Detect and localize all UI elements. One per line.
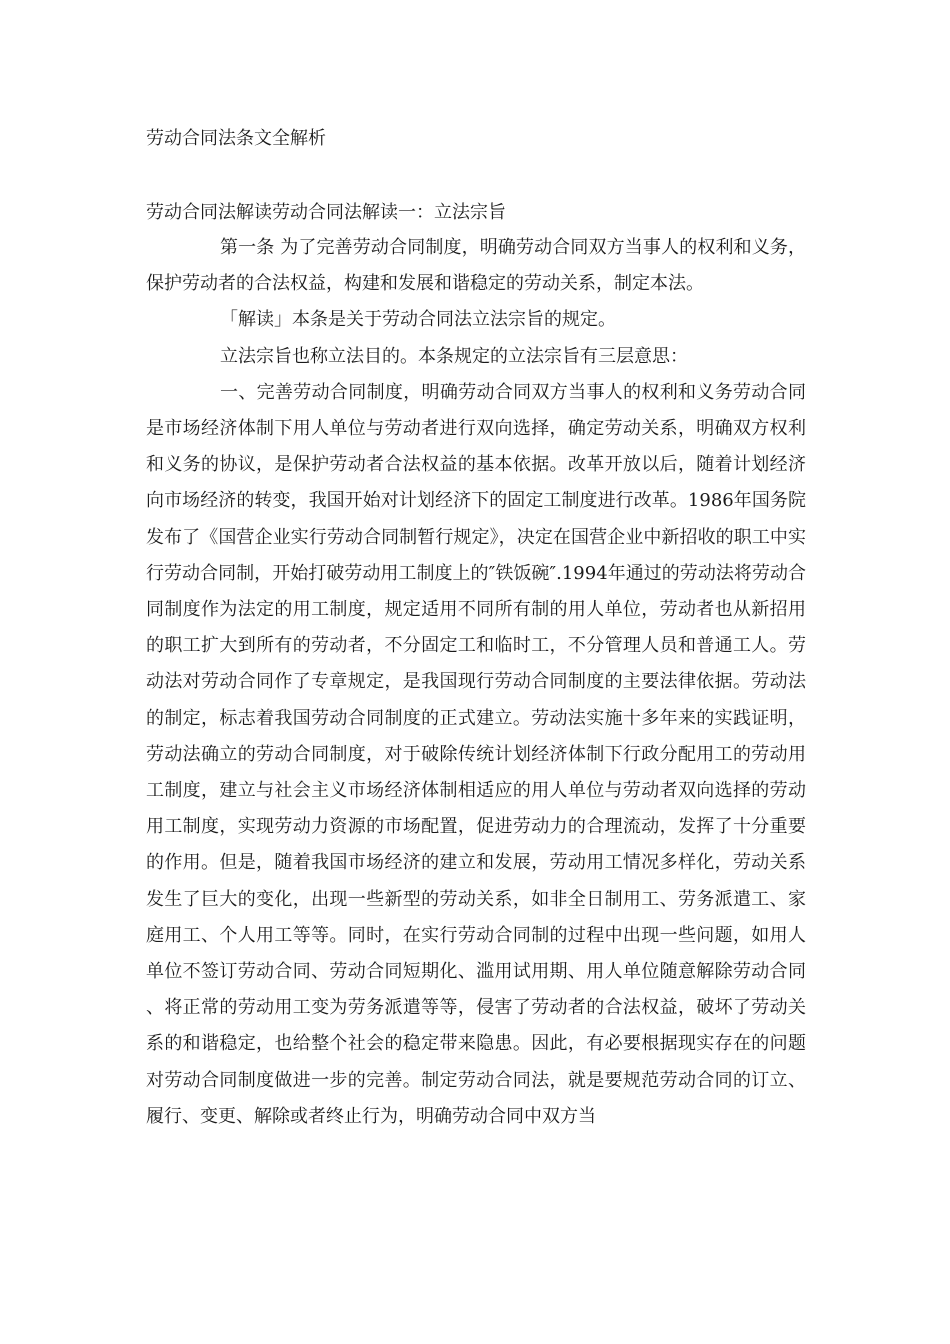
paragraph-interpretation: 「解读」本条是关于劳动合同法立法宗旨的规定。 (220, 309, 616, 331)
paragraph-point-one: 一、完善劳动合同制度，明确劳动合同双方当事人的权利和义务劳动合同是市场经济体制下用人单位与劳动者进行双向选择，确定劳动关系，明确双方权利和义务的协议，是保护劳动者合法权益的基本依据。改革开放以后，随着计划经济向市场经济的转变，我国开始对计划经济下的固定工制度进行改革。1986年国务院发布了《国营企业实行劳动合同制暂行规定》，决定在国营企业中新招收的职工中实行劳动合同制，开始打破劳动用工制度上的″铁饭碗″.1994年通过的劳动法将劳动合同制度作为法定的用工制度，规定适用不同所有制的用人单位，劳动者也从新招用的职工扩大到所有的劳动者，不分固定工和临时工，不分管理人员和普通工人。劳动法对劳动合同作了专章规定，是我国现行劳动合同制度的主要法律依据。劳动法的制定，标志着我国劳动合同制度的正式建立。劳动法实施十多年来的实践证明，劳动法确立的劳动合同制度，对于破除传统计划经济体制下行政分配用工的劳动用工制度，建立与社会主义市场经济体制相适应的用人单位与劳动者双向选择的劳动用工制度，实现劳动力资源的市场配置，促进劳动力的合理流动，发挥了十分重要的作用。但是，随着我国市场经济的建立和发展，劳动用工情况多样化，劳动关系发生了巨大的变化，出现一些新型的劳动关系，如非全日制用工、劳务派遣工、家庭用工、个人用工等等。同时，在实行劳动合同制的过程中出现一些问题，如用人单位不签订劳动合同、劳动合同短期化、滥用试用期、用人单位随意解除劳动合同、将正常的劳动用工变为劳务派遣等等，侵害了劳动者的合法权益，破坏了劳动关系的和谐稳定，也给整个社会的稳定带来隐患。因此，有必要根据现实存在的问题对劳动合同制度做进一步的完善。制定劳动合同法，就是要规范劳动合同的订立、履行、变更、解除或者终止行为，明确劳动合同中双方当 (146, 381, 806, 1127)
section-heading: 劳动合同法解读劳动合同法解读一：立法宗旨 (146, 202, 506, 223)
paragraph-legislative-purpose: 立法宗旨也称立法目的。本条规定的立法宗旨有三层意思： (220, 345, 688, 367)
document-title: 劳动合同法条文全解析 (146, 128, 326, 149)
paragraph-article-1: 第一条 为了完善劳动合同制度，明确劳动合同双方当事人的权利和义务，保护劳动者的合法权益，构建和发展和谐稳定的劳动关系，制定本法。 (146, 237, 806, 295)
document-body (146, 230, 806, 1135)
